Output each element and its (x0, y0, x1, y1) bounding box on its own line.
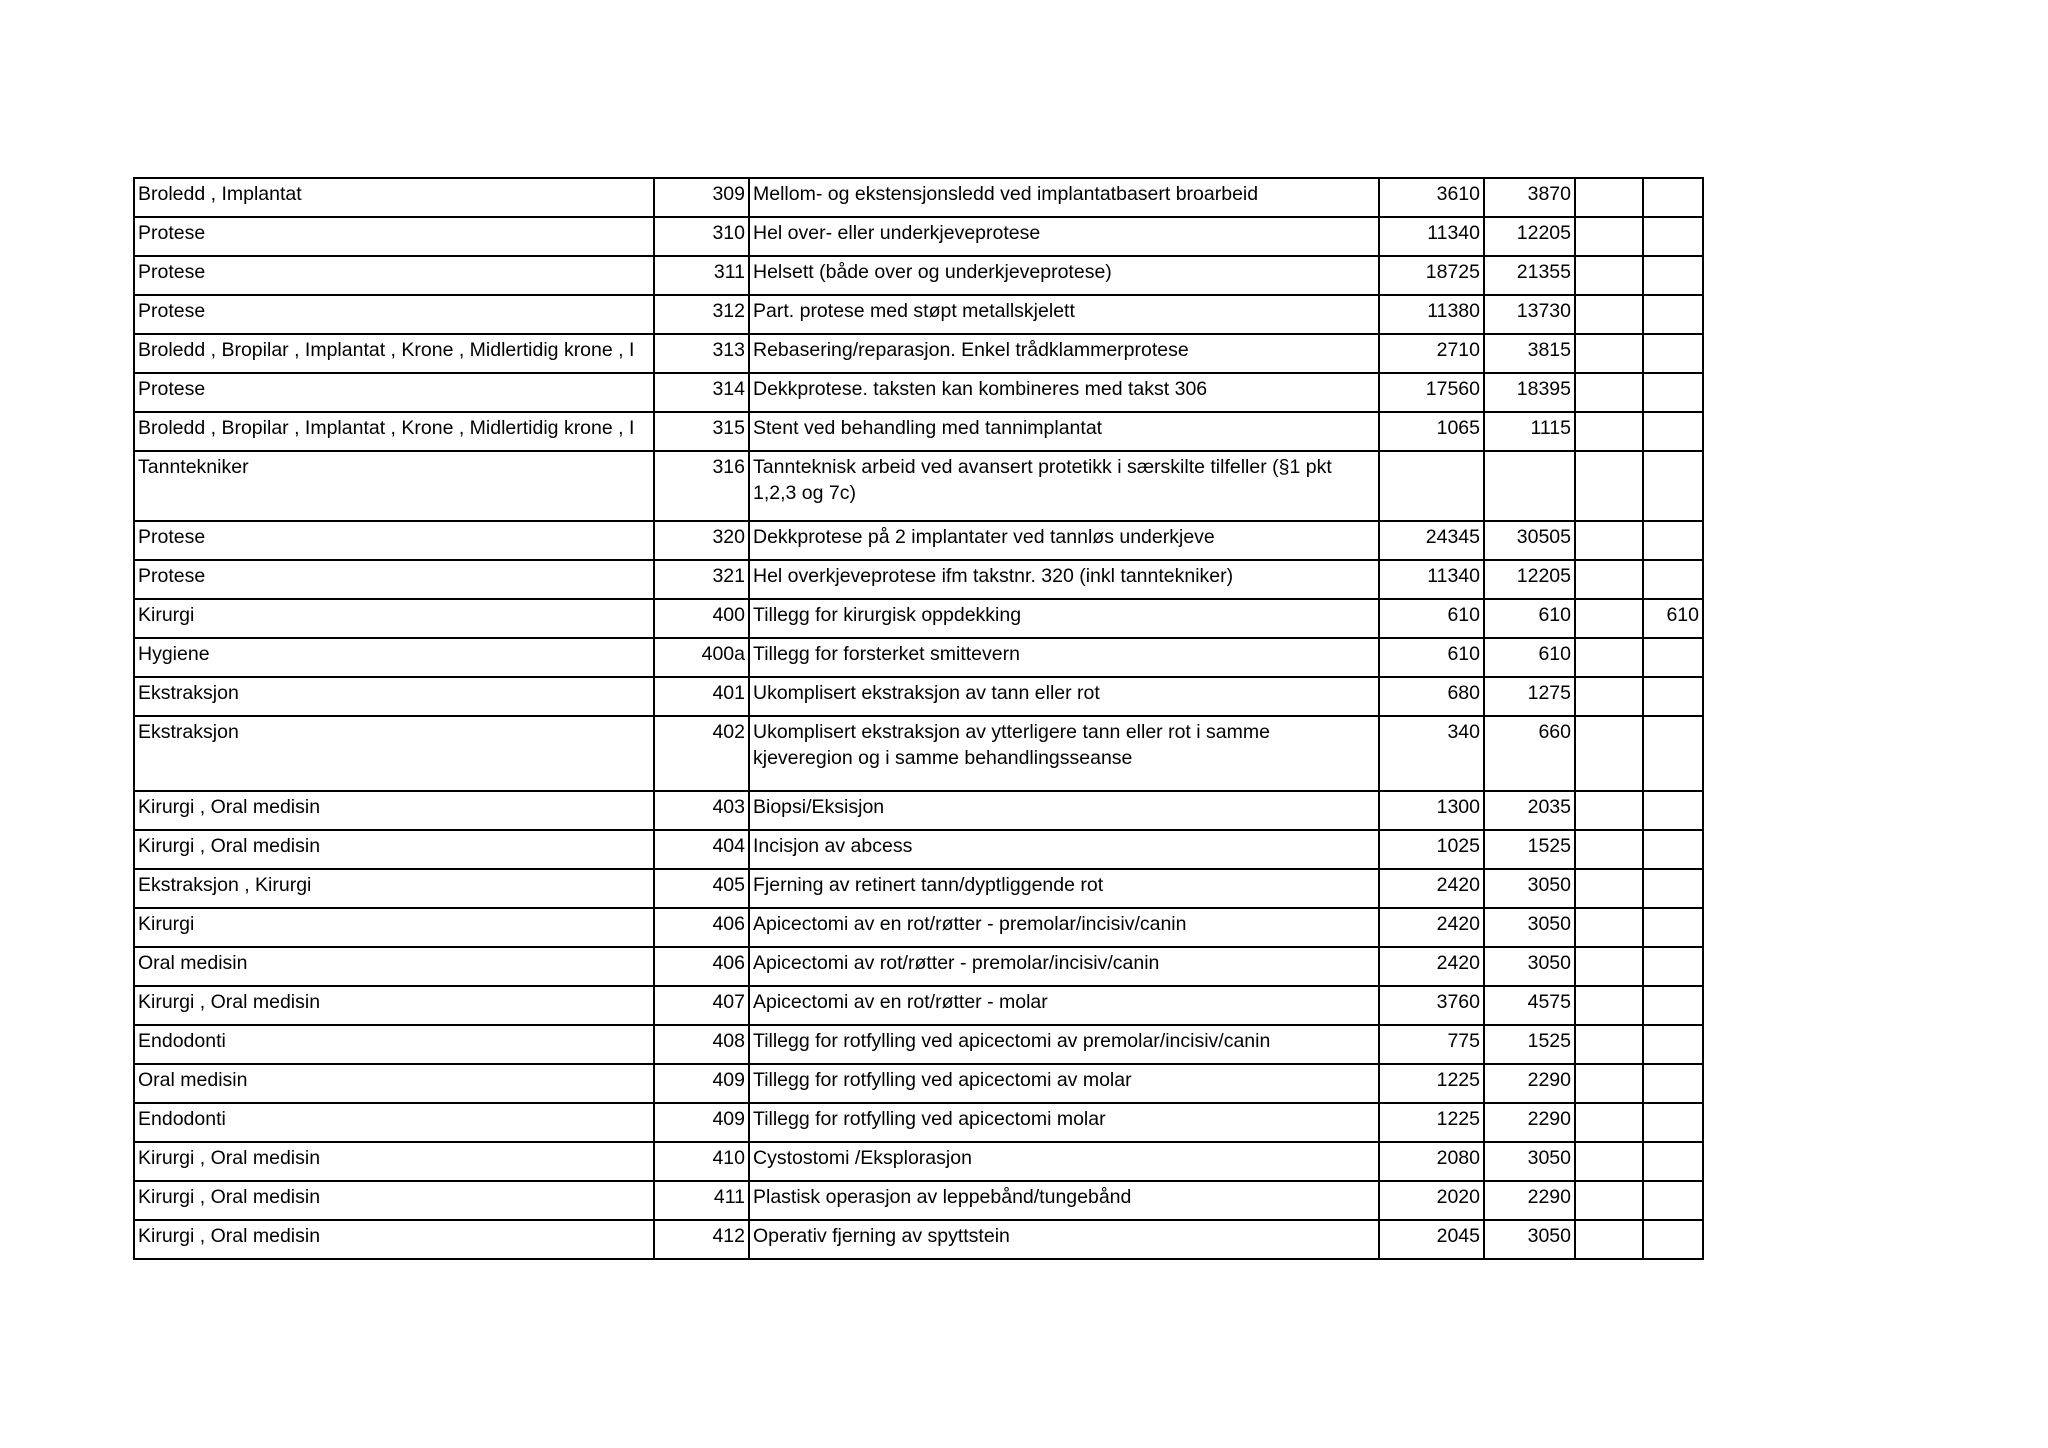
category-cell: Kirurgi , Oral medisin (134, 986, 654, 1025)
extra-1-cell (1575, 412, 1643, 451)
category-cell: Hygiene (134, 638, 654, 677)
code-cell: 408 (654, 1025, 749, 1064)
extra-1-cell (1575, 1142, 1643, 1181)
category-cell: Protese (134, 560, 654, 599)
price-1-cell: 775 (1379, 1025, 1484, 1064)
description-cell: Part. protese med støpt metallskjelett (749, 295, 1379, 334)
price-2-cell: 2290 (1484, 1103, 1575, 1142)
description-cell: Stent ved behandling med tannimplantat (749, 412, 1379, 451)
table-row (134, 638, 1703, 677)
extra-2-cell (1643, 521, 1703, 560)
category-cell: Protese (134, 373, 654, 412)
price-1-cell: 340 (1379, 716, 1484, 791)
category-cell: Kirurgi , Oral medisin (134, 791, 654, 830)
category-cell: Ekstraksjon (134, 716, 654, 791)
table-row (134, 791, 1703, 830)
price-1-cell: 610 (1379, 599, 1484, 638)
category-cell: Protese (134, 521, 654, 560)
table-row (134, 1103, 1703, 1142)
code-cell: 315 (654, 412, 749, 451)
extra-1-cell (1575, 373, 1643, 412)
category-cell: Tanntekniker (134, 451, 654, 521)
extra-2-cell: 610 (1643, 599, 1703, 638)
price-2-cell: 3050 (1484, 869, 1575, 908)
extra-2-cell (1643, 1220, 1703, 1259)
extra-2-cell (1643, 830, 1703, 869)
extra-1-cell (1575, 1025, 1643, 1064)
description-cell: Mellom- og ekstensjonsledd ved implantatbasert broarbeid (749, 178, 1379, 217)
table-row (134, 373, 1703, 412)
extra-2-cell (1643, 451, 1703, 521)
category-cell: Protese (134, 217, 654, 256)
extra-1-cell (1575, 986, 1643, 1025)
table-row (134, 451, 1703, 521)
price-1-cell: 24345 (1379, 521, 1484, 560)
price-2-cell: 1275 (1484, 677, 1575, 716)
code-cell: 316 (654, 451, 749, 521)
price-1-cell: 2420 (1379, 908, 1484, 947)
code-cell: 309 (654, 178, 749, 217)
description-cell: Apicectomi av en rot/røtter - premolar/incisiv/canin (749, 908, 1379, 947)
price-2-cell: 18395 (1484, 373, 1575, 412)
price-2-cell: 21355 (1484, 256, 1575, 295)
extra-1-cell (1575, 1103, 1643, 1142)
price-1-cell: 1025 (1379, 830, 1484, 869)
description-cell: Tillegg for forsterket smittevern (749, 638, 1379, 677)
description-cell: Hel overkjeveprotese ifm takstnr. 320 (inkl tanntekniker) (749, 560, 1379, 599)
code-cell: 320 (654, 521, 749, 560)
extra-2-cell (1643, 373, 1703, 412)
table-row (134, 677, 1703, 716)
price-2-cell: 3050 (1484, 1220, 1575, 1259)
description-cell: Rebasering/reparasjon. Enkel trådklammerprotese (749, 334, 1379, 373)
description-cell: Ukomplisert ekstraksjon av tann eller rot (749, 677, 1379, 716)
price-2-cell: 1525 (1484, 1025, 1575, 1064)
price-1-cell: 610 (1379, 638, 1484, 677)
price-2-cell: 610 (1484, 638, 1575, 677)
extra-2-cell (1643, 1064, 1703, 1103)
extra-2-cell (1643, 947, 1703, 986)
description-cell: Apicectomi av en rot/røtter - molar (749, 986, 1379, 1025)
extra-2-cell (1643, 908, 1703, 947)
table-row (134, 178, 1703, 217)
extra-1-cell (1575, 217, 1643, 256)
code-cell: 410 (654, 1142, 749, 1181)
price-1-cell: 1300 (1379, 791, 1484, 830)
description-cell: Tillegg for kirurgisk oppdekking (749, 599, 1379, 638)
price-2-cell: 4575 (1484, 986, 1575, 1025)
extra-2-cell (1643, 638, 1703, 677)
extra-1-cell (1575, 451, 1643, 521)
category-cell: Endodonti (134, 1025, 654, 1064)
code-cell: 409 (654, 1064, 749, 1103)
table-row (134, 521, 1703, 560)
table-row (134, 599, 1703, 638)
description-cell: Tillegg for rotfylling ved apicectomi av molar (749, 1064, 1379, 1103)
description-cell: Hel over- eller underkjeveprotese (749, 217, 1379, 256)
description-cell: Dekkprotese på 2 implantater ved tannløs underkjeve (749, 521, 1379, 560)
extra-1-cell (1575, 677, 1643, 716)
price-1-cell: 11340 (1379, 560, 1484, 599)
code-cell: 312 (654, 295, 749, 334)
price-2-cell: 610 (1484, 599, 1575, 638)
price-1-cell (1379, 451, 1484, 521)
category-cell: Kirurgi , Oral medisin (134, 1181, 654, 1220)
extra-2-cell (1643, 1103, 1703, 1142)
table-row (134, 560, 1703, 599)
category-cell: Ekstraksjon (134, 677, 654, 716)
extra-1-cell (1575, 716, 1643, 791)
fee-schedule-table (133, 177, 1704, 1260)
extra-1-cell (1575, 830, 1643, 869)
category-cell: Kirurgi , Oral medisin (134, 1142, 654, 1181)
price-1-cell: 2420 (1379, 947, 1484, 986)
category-cell: Kirurgi (134, 599, 654, 638)
extra-1-cell (1575, 638, 1643, 677)
code-cell: 311 (654, 256, 749, 295)
price-2-cell: 1525 (1484, 830, 1575, 869)
code-cell: 404 (654, 830, 749, 869)
price-2-cell: 2035 (1484, 791, 1575, 830)
description-cell: Tillegg for rotfylling ved apicectomi av premolar/incisiv/canin (749, 1025, 1379, 1064)
extra-2-cell (1643, 178, 1703, 217)
price-2-cell: 3050 (1484, 947, 1575, 986)
description-cell: Biopsi/Eksisjon (749, 791, 1379, 830)
description-cell: Tannteknisk arbeid ved avansert protetikk i særskilte tilfeller (§1 pkt 1,2,3 og 7c) (749, 451, 1379, 521)
table-row (134, 295, 1703, 334)
code-cell: 313 (654, 334, 749, 373)
price-2-cell: 2290 (1484, 1064, 1575, 1103)
price-2-cell (1484, 451, 1575, 521)
table-row (134, 716, 1703, 791)
extra-1-cell (1575, 178, 1643, 217)
price-1-cell: 17560 (1379, 373, 1484, 412)
category-cell: Endodonti (134, 1103, 654, 1142)
extra-2-cell (1643, 1025, 1703, 1064)
price-2-cell: 3050 (1484, 908, 1575, 947)
category-cell: Broledd , Bropilar , Implantat , Krone , Midlertidig krone , I (134, 412, 654, 451)
price-1-cell: 3610 (1379, 178, 1484, 217)
description-cell: Apicectomi av rot/røtter - premolar/incisiv/canin (749, 947, 1379, 986)
code-cell: 400 (654, 599, 749, 638)
extra-1-cell (1575, 1220, 1643, 1259)
price-2-cell: 3050 (1484, 1142, 1575, 1181)
table-row (134, 947, 1703, 986)
extra-2-cell (1643, 256, 1703, 295)
category-cell: Ekstraksjon , Kirurgi (134, 869, 654, 908)
category-cell: Oral medisin (134, 947, 654, 986)
category-cell: Oral medisin (134, 1064, 654, 1103)
extra-1-cell (1575, 869, 1643, 908)
extra-2-cell (1643, 986, 1703, 1025)
category-cell: Protese (134, 295, 654, 334)
extra-1-cell (1575, 791, 1643, 830)
extra-2-cell (1643, 716, 1703, 791)
price-2-cell: 30505 (1484, 521, 1575, 560)
code-cell: 406 (654, 947, 749, 986)
code-cell: 403 (654, 791, 749, 830)
extra-2-cell (1643, 560, 1703, 599)
extra-2-cell (1643, 334, 1703, 373)
price-1-cell: 680 (1379, 677, 1484, 716)
price-1-cell: 2080 (1379, 1142, 1484, 1181)
table-row (134, 1142, 1703, 1181)
table-row (134, 1064, 1703, 1103)
table-row (134, 256, 1703, 295)
price-2-cell: 3870 (1484, 178, 1575, 217)
table-row (134, 908, 1703, 947)
fee-schedule-body (134, 178, 1703, 1259)
category-cell: Protese (134, 256, 654, 295)
category-cell: Broledd , Bropilar , Implantat , Krone , Midlertidig krone , I (134, 334, 654, 373)
description-cell: Plastisk operasjon av leppebånd/tungebånd (749, 1181, 1379, 1220)
code-cell: 407 (654, 986, 749, 1025)
code-cell: 400a (654, 638, 749, 677)
description-cell: Incisjon av abcess (749, 830, 1379, 869)
price-1-cell: 2420 (1379, 869, 1484, 908)
price-1-cell: 1225 (1379, 1103, 1484, 1142)
price-1-cell: 2045 (1379, 1220, 1484, 1259)
table-row (134, 334, 1703, 373)
extra-2-cell (1643, 791, 1703, 830)
code-cell: 405 (654, 869, 749, 908)
category-cell: Kirurgi (134, 908, 654, 947)
price-2-cell: 13730 (1484, 295, 1575, 334)
description-cell: Helsett (både over og underkjeveprotese) (749, 256, 1379, 295)
category-cell: Kirurgi , Oral medisin (134, 830, 654, 869)
code-cell: 411 (654, 1181, 749, 1220)
table-row (134, 1181, 1703, 1220)
table-row (134, 1025, 1703, 1064)
extra-2-cell (1643, 677, 1703, 716)
extra-1-cell (1575, 1181, 1643, 1220)
description-cell: Cystostomi /Eksplorasjon (749, 1142, 1379, 1181)
category-cell: Kirurgi , Oral medisin (134, 1220, 654, 1259)
code-cell: 310 (654, 217, 749, 256)
extra-1-cell (1575, 560, 1643, 599)
price-1-cell: 2020 (1379, 1181, 1484, 1220)
extra-2-cell (1643, 217, 1703, 256)
price-2-cell: 2290 (1484, 1181, 1575, 1220)
price-2-cell: 1115 (1484, 412, 1575, 451)
table-row (134, 986, 1703, 1025)
price-1-cell: 1225 (1379, 1064, 1484, 1103)
extra-1-cell (1575, 521, 1643, 560)
category-cell: Broledd , Implantat (134, 178, 654, 217)
price-2-cell: 660 (1484, 716, 1575, 791)
extra-1-cell (1575, 599, 1643, 638)
table-row (134, 412, 1703, 451)
price-2-cell: 12205 (1484, 217, 1575, 256)
table-row (134, 830, 1703, 869)
description-cell: Dekkprotese. taksten kan kombineres med takst 306 (749, 373, 1379, 412)
extra-2-cell (1643, 412, 1703, 451)
extra-1-cell (1575, 334, 1643, 373)
extra-1-cell (1575, 295, 1643, 334)
extra-1-cell (1575, 1064, 1643, 1103)
table-row (134, 869, 1703, 908)
code-cell: 406 (654, 908, 749, 947)
price-1-cell: 3760 (1379, 986, 1484, 1025)
table-row (134, 217, 1703, 256)
extra-1-cell (1575, 256, 1643, 295)
code-cell: 409 (654, 1103, 749, 1142)
price-1-cell: 1065 (1379, 412, 1484, 451)
description-cell: Tillegg for rotfylling ved apicectomi molar (749, 1103, 1379, 1142)
table-row (134, 1220, 1703, 1259)
description-cell: Ukomplisert ekstraksjon av ytterligere tann eller rot i samme kjeveregion og i samme behandlingsseanse (749, 716, 1379, 791)
description-cell: Operativ fjerning av spyttstein (749, 1220, 1379, 1259)
code-cell: 321 (654, 560, 749, 599)
price-1-cell: 11380 (1379, 295, 1484, 334)
price-1-cell: 11340 (1379, 217, 1484, 256)
extra-1-cell (1575, 947, 1643, 986)
code-cell: 402 (654, 716, 749, 791)
price-2-cell: 3815 (1484, 334, 1575, 373)
extra-2-cell (1643, 295, 1703, 334)
description-cell: Fjerning av retinert tann/dyptliggende rot (749, 869, 1379, 908)
price-2-cell: 12205 (1484, 560, 1575, 599)
price-1-cell: 2710 (1379, 334, 1484, 373)
price-1-cell: 18725 (1379, 256, 1484, 295)
extra-2-cell (1643, 1142, 1703, 1181)
extra-2-cell (1643, 869, 1703, 908)
extra-2-cell (1643, 1181, 1703, 1220)
extra-1-cell (1575, 908, 1643, 947)
code-cell: 314 (654, 373, 749, 412)
code-cell: 401 (654, 677, 749, 716)
code-cell: 412 (654, 1220, 749, 1259)
